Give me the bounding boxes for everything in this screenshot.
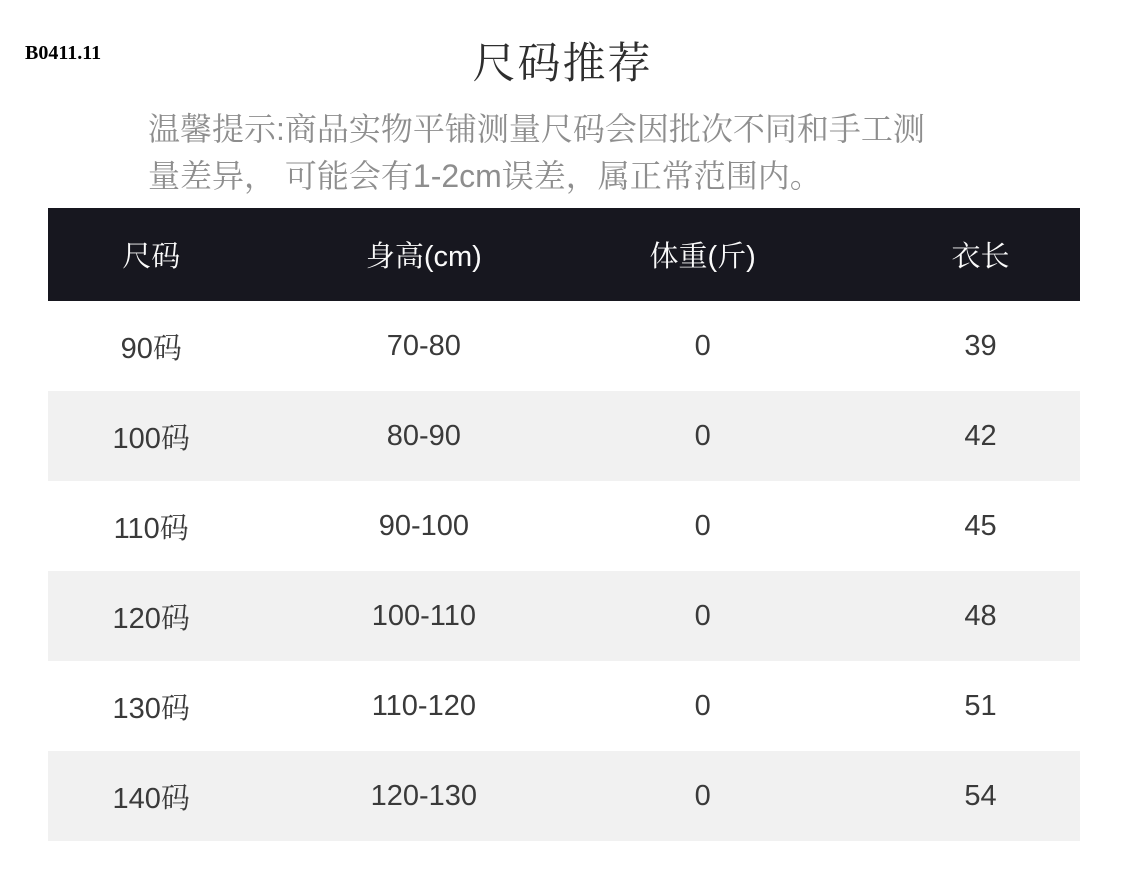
cell-size: 100码: [48, 391, 254, 481]
page-title: 尺码推荐: [472, 40, 653, 88]
header-cell-size: 尺码: [48, 208, 254, 301]
table-row: [48, 301, 1080, 391]
cell-length: 39: [964, 329, 997, 362]
product-code: B0411.11: [25, 42, 102, 64]
table-row: [48, 481, 1080, 571]
table-row: [48, 571, 1080, 661]
cell-weight: 0: [574, 571, 822, 661]
table-header-row: [48, 208, 1080, 301]
header-cell-length: 衣长: [822, 208, 1080, 301]
header-cell-height: 身高(cm): [254, 208, 574, 301]
size-note: [148, 106, 988, 200]
cell-weight: 0: [694, 329, 711, 362]
cell-weight: 0: [694, 689, 711, 722]
cell-length: 51: [964, 689, 997, 722]
cell-size: 120码: [48, 571, 254, 661]
cell-height: 110-120: [371, 689, 476, 722]
cell-height: 120-130: [254, 751, 574, 841]
cell-size: 110码: [113, 512, 189, 545]
cell-size: 130码: [112, 692, 190, 725]
cell-height: 80-90: [254, 391, 574, 481]
cell-weight: 0: [694, 509, 711, 542]
cell-weight: 0: [574, 751, 822, 841]
cell-height: 90-100: [378, 509, 469, 542]
cell-weight: 0: [574, 391, 822, 481]
table-row: [48, 391, 1080, 481]
cell-height: 70-80: [386, 329, 461, 362]
cell-length: 42: [822, 391, 1080, 481]
table-row: [48, 661, 1080, 751]
cell-length: 48: [822, 571, 1080, 661]
cell-length: 54: [822, 751, 1080, 841]
table-row: [48, 751, 1080, 841]
cell-size: 140码: [48, 751, 254, 841]
header-cell-weight: 体重(斤): [574, 208, 822, 301]
note-line-2: 量差异， 可能会有1-2cm误差，属正常范围内。: [148, 158, 822, 194]
size-table: [48, 208, 1080, 841]
cell-length: 45: [964, 509, 997, 542]
cell-height: 100-110: [254, 571, 574, 661]
note-line-1: 温馨提示:商品实物平铺测量尺码会因批次不同和手工测: [148, 111, 925, 147]
cell-size: 90码: [120, 332, 182, 365]
